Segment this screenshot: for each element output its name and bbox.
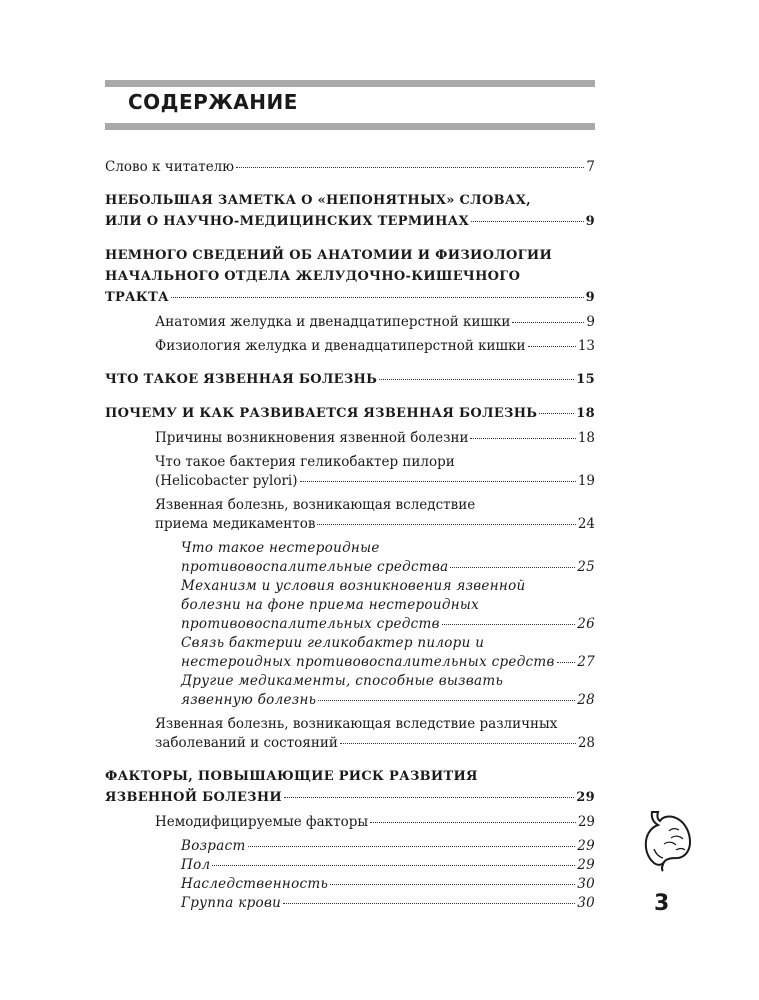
toc-entry-title-line: Возраст [181,838,246,854]
toc-entry-title-line: ФАКТОРЫ, ПОВЫШАЮЩИЕ РИСК РАЗВИТИЯ [105,769,478,784]
table-of-contents [105,158,595,913]
toc-entry [105,672,595,710]
toc-entry-page-number: 18 [577,430,595,446]
toc-entry-title-line: Язвенная болезнь, возникающая вследствие [155,497,476,513]
toc-entry-row [155,472,595,491]
toc-entry [105,837,595,856]
toc-entry-title-line: ПОЧЕМУ И КАК РАЗВИВАЕТСЯ ЯЗВЕННАЯ БОЛЕЗНЬ [105,406,538,421]
toc-entry [105,369,595,390]
page-number: 3 [654,891,670,916]
toc-entry-row [181,856,595,875]
toc-entry-page-number: 29 [577,814,595,830]
toc-entry-title-line: язвенную болезнь [181,692,317,708]
toc-entry [105,337,595,356]
toc-entry-title-line: противовоспалительных средств [181,616,440,632]
dot-leader [442,624,575,625]
toc-entry-page-number: 9 [585,290,595,305]
toc-entry [105,634,595,672]
toc-entry-row [155,734,595,753]
toc-entry [105,190,595,232]
toc-entry-row [181,691,595,710]
toc-entry-page-number: 9 [585,214,595,229]
toc-entry-row [181,558,595,577]
toc-entry-title-line: Язвенная болезнь, возникающая вследствие различных [155,716,558,732]
toc-entry-page-number: 9 [586,314,595,330]
page-heading: СОДЕРЖАНИЕ [128,90,298,114]
toc-entry-title-line: ТРАКТА [105,290,169,305]
toc-entry-title-line: Пол [181,857,211,873]
toc-entry [105,577,595,634]
dot-leader [300,481,576,482]
toc-entry-row [105,787,595,808]
toc-entry-page-number: 29 [577,857,595,873]
dot-leader [284,797,574,798]
toc-entry-row [181,615,595,634]
toc-entry [105,715,595,753]
toc-entry-title-line: противовоспалительные средства [181,559,449,575]
toc-entry-row [155,515,595,534]
toc-entry [105,496,595,534]
toc-entry-page-number: 29 [577,838,595,854]
toc-entry [105,856,595,875]
dot-leader [317,524,575,525]
dot-leader [330,884,575,885]
dot-leader [248,846,576,847]
toc-entry-title-line: Немодифицируемые факторы [155,814,369,830]
dot-leader [528,346,576,347]
toc-entry-page-number: 18 [576,406,595,421]
toc-entry [105,453,595,491]
toc-entry-page-number: 7 [586,159,595,175]
toc-entry-row [181,837,595,856]
toc-entry [105,429,595,448]
dot-leader [283,903,575,904]
dot-leader [470,438,575,439]
dot-leader [340,743,576,744]
toc-entry [105,813,595,832]
toc-entry-row [105,287,595,308]
dot-leader [236,167,584,168]
toc-entry-title-line: Группа крови [181,895,282,911]
heading-bottom-rule [105,123,595,130]
toc-entry-title-line: болезни на фоне приема нестероидных [181,597,480,613]
toc-entry-page-number: 30 [577,895,595,911]
toc-entry-row [155,813,595,832]
toc-entry-title-line: ЯЗВЕННОЙ БОЛЕЗНИ [105,790,283,805]
dot-leader [471,221,584,222]
toc-entry-page-number: 29 [576,790,595,805]
toc-entry-page-number: 26 [577,616,595,632]
toc-entry-page-number: 15 [576,372,595,387]
toc-entry-title-line: Наследственность [181,876,329,892]
heading-top-rule [105,80,595,87]
dot-leader [539,413,574,414]
toc-entry-title-line: (Helicobacter pylori) [155,473,298,489]
toc-entry-title-line: Причины возникновения язвенной болезни [155,430,469,446]
toc-entry [105,245,595,308]
toc-entry-title-line: НЕБОЛЬШАЯ ЗАМЕТКА О «НЕПОНЯТНЫХ» СЛОВАХ, [105,193,531,208]
toc-entry-row [181,894,595,913]
toc-entry-page-number: 28 [577,735,595,751]
toc-entry-row [105,211,595,232]
toc-entry-page-number: 30 [577,876,595,892]
toc-entry-page-number: 13 [577,338,595,354]
dot-leader [557,662,576,663]
toc-entry [105,766,595,808]
toc-entry-title-line: Слово к читателю [105,159,235,175]
toc-entry-row [105,369,595,390]
toc-entry-title-line: Физиология желудка и двенадцатиперстной кишки [155,338,526,354]
toc-entry-title-line: Что такое бактерия геликобактер пилори [155,454,455,470]
toc-entry-page-number: 25 [577,559,595,575]
toc-entry-title-line: Связь бактерии геликобактер пилори и [181,635,485,651]
toc-entry-page-number: 28 [577,692,595,708]
toc-entry [105,403,595,424]
toc-entry-row [155,313,595,332]
toc-entry-row [181,875,595,894]
toc-entry-title-line: Анатомия желудка и двенадцатиперстной кишки [155,314,511,330]
dot-leader [512,322,584,323]
toc-entry-title-line: нестероидных противовоспалительных средств [181,654,555,670]
toc-entry-row [155,337,595,356]
toc-entry-title-line: Что такое нестероидные [181,540,380,556]
toc-entry-title-line: Механизм и условия возникновения язвенной [181,578,526,594]
toc-entry-row [105,403,595,424]
dot-leader [379,379,574,380]
toc-entry-title-line: приема медикаментов [155,516,316,532]
dot-leader [318,700,575,701]
toc-entry-row [155,429,595,448]
toc-entry-page-number: 19 [577,473,595,489]
dot-leader [212,865,575,866]
toc-entry-title-line: НЕМНОГО СВЕДЕНИЙ ОБ АНАТОМИИ И ФИЗИОЛОГИИ [105,248,553,263]
toc-entry-title-line: НАЧАЛЬНОГО ОТДЕЛА ЖЕЛУДОЧНО-КИШЕЧНОГО [105,269,521,284]
toc-entry-title-line: заболеваний и состояний [155,735,338,751]
toc-entry-title-line: Другие медикаменты, способные вызвать [181,673,504,689]
dot-leader [370,822,576,823]
toc-entry [105,894,595,913]
toc-entry [105,875,595,894]
dot-leader [171,297,584,298]
dot-leader [450,567,575,568]
toc-entry-page-number: 27 [577,654,595,670]
toc-entry [105,158,595,177]
toc-entry-page-number: 24 [577,516,595,532]
toc-entry-row [105,158,595,177]
toc-entry-title-line: ИЛИ О НАУЧНО-МЕДИЦИНСКИХ ТЕРМИНАХ [105,214,469,229]
toc-entry [105,313,595,332]
toc-entry [105,539,595,577]
stomach-icon [638,808,694,872]
toc-entry-row [181,653,595,672]
toc-entry-title-line: ЧТО ТАКОЕ ЯЗВЕННАЯ БОЛЕЗНЬ [105,372,378,387]
